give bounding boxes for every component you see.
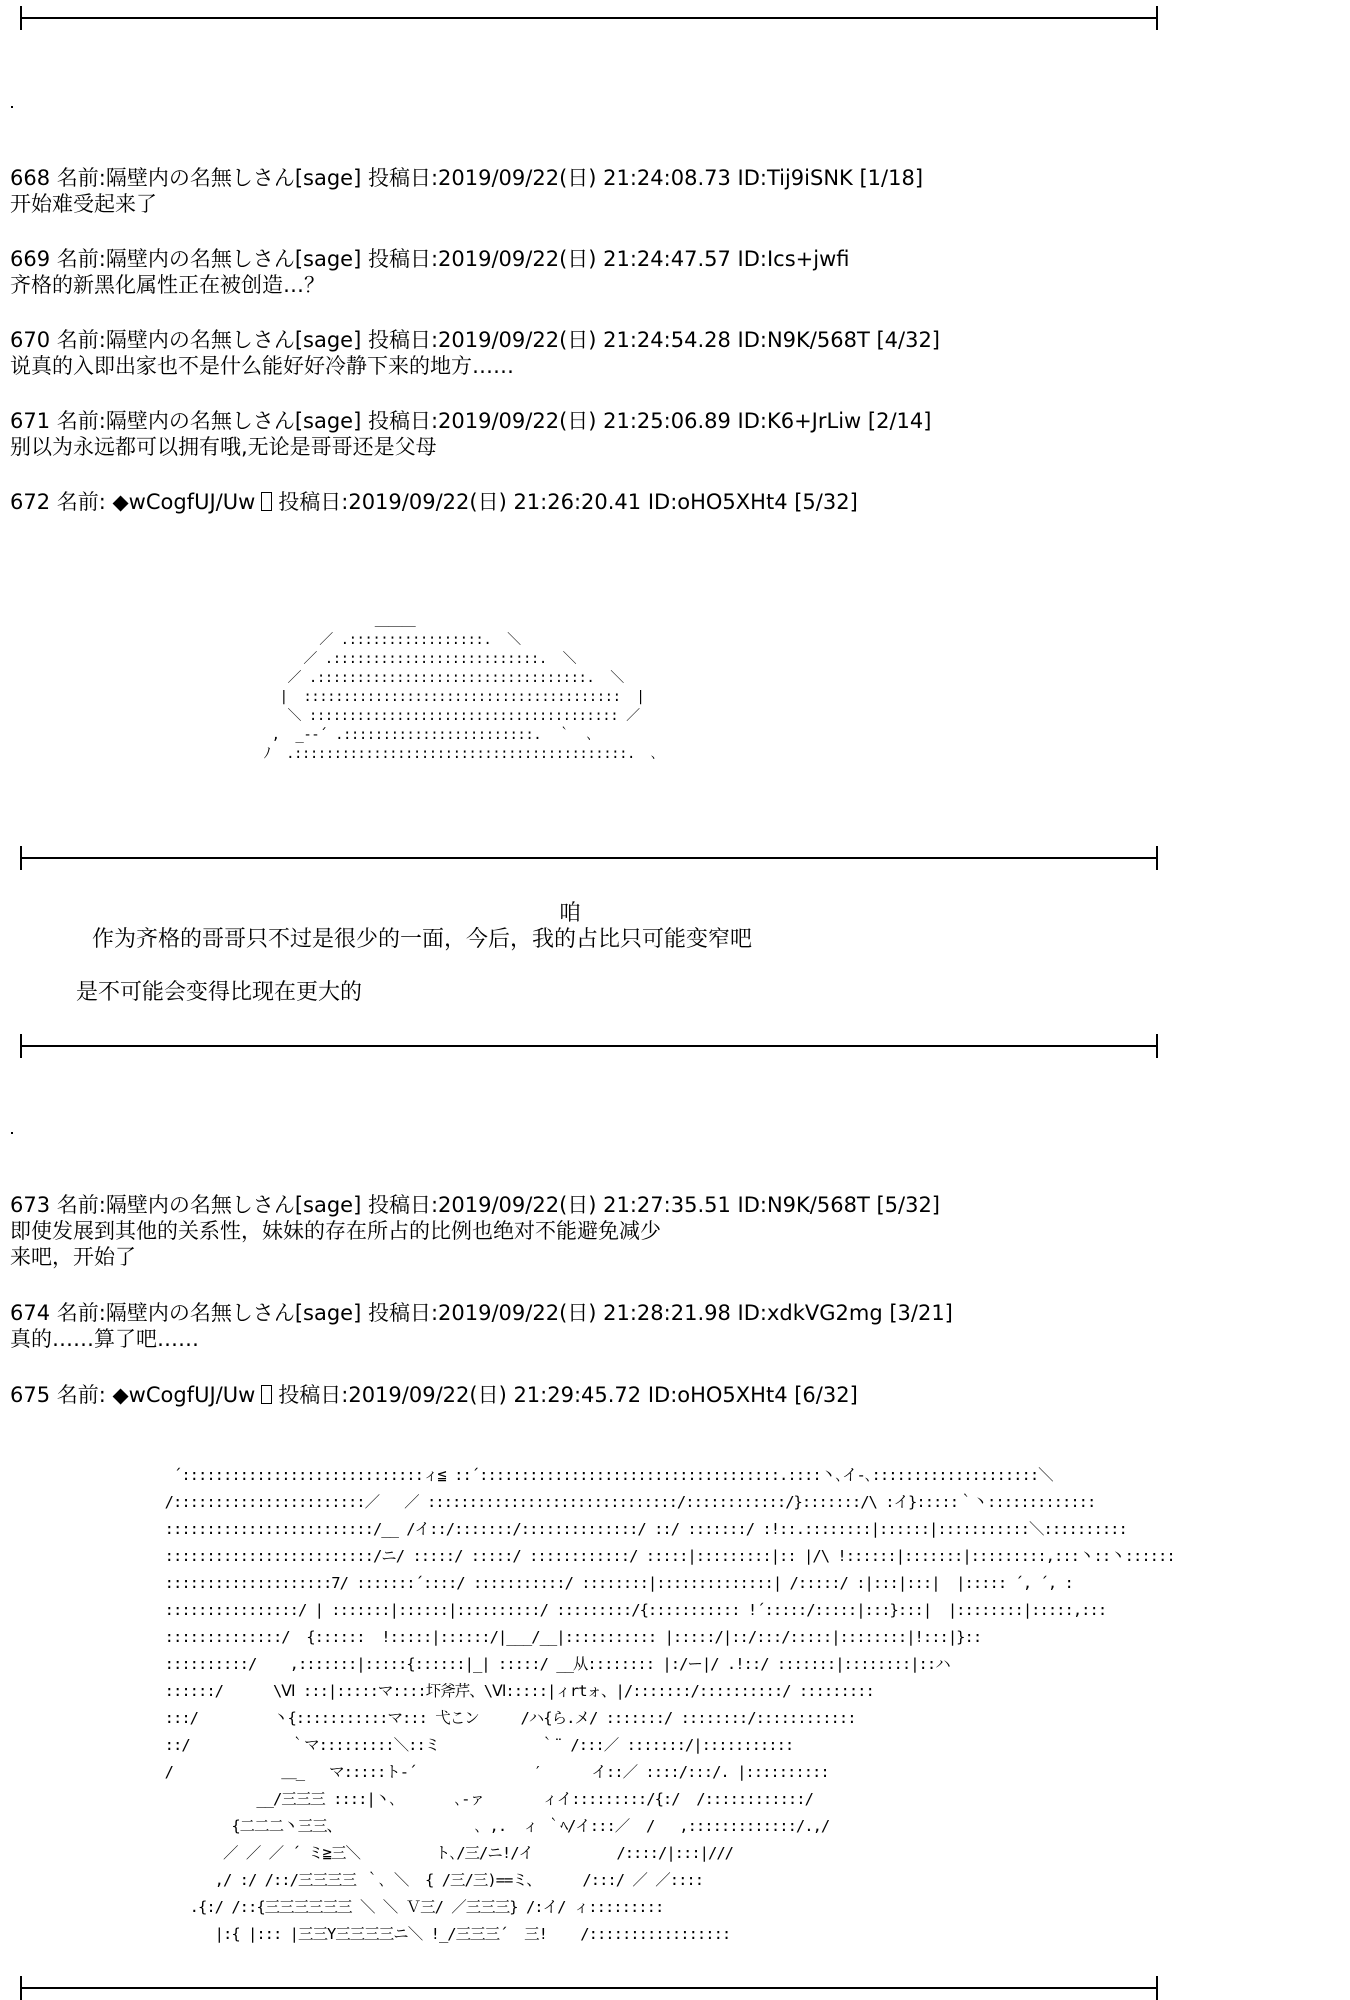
post-header (10, 489, 1110, 515)
post-header: 671 名前:隔壁内の名無しさん[sage] 投稿日:2019/09/22(日) 21:25:06.89 ID:K6+JrLiw [2/14] (10, 409, 932, 433)
post-header (10, 1382, 1110, 1408)
panel-divider (12, 6, 1166, 30)
panel-text-line1: 作为齐格的哥哥只不过是很少的一面，今后，我的占比只可能变窄吧 (92, 927, 753, 952)
panel-text-above: 咱 (559, 901, 582, 926)
panel-divider (12, 1976, 1166, 2000)
post-header: 670 名前:隔壁内の名無しさん[sage] 投稿日:2019/09/22(日) 21:24:54.28 ID:N9K/568T [4/32] (10, 328, 940, 352)
ascii-art-figure-1: ＿＿＿ ／ .:::::::::::::::::. ＼ ／ .::::::::::::::::::::::::::. ＼ ／ .::::::::::::::::::::::::::::::::::. ＼ | :::::::::::::::::::::::::::::::::::::::: | ＼ ::::::::::::::::::::::::::::::::::::::: ／ , _--´ .::::::::::::::::::::::::. ｀ ､ ﾉ .::::::::::::::::::::::::::::::::::::::::::. ､ (263, 613, 658, 762)
post-body: 说真的入即出家也不是什么能好好冷静下来的地方…… (10, 354, 514, 378)
post-header-name: 675 名前: ◆wCogfUJ/Uw (10, 1383, 256, 1407)
scan-dot (11, 106, 13, 108)
post-body: 齐格的新黑化属性正在被创造…？ (10, 273, 325, 297)
panel-text-line2: 是不可能会变得比现在更大的 (76, 980, 363, 1005)
post-body: 开始难受起来了 (10, 192, 157, 216)
post-header-meta: 投稿日:2019/09/22(日) 21:26:20.41 ID:oHO5XHt4 [5/32] (278, 490, 858, 514)
post-body: 别以为永远都可以拥有哦,无论是哥哥还是父母 (10, 435, 437, 459)
post-header-meta: 投稿日:2019/09/22(日) 21:29:45.72 ID:oHO5XHt4 [6/32] (278, 1383, 858, 1407)
post-header: 673 名前:隔壁内の名無しさん[sage] 投稿日:2019/09/22(日) 21:27:35.51 ID:N9K/568T [5/32] (10, 1193, 940, 1217)
post-body: 真的……算了吧…… (10, 1327, 199, 1351)
post-672 (10, 437, 1110, 541)
post-body: 即使发展到其他的关系性，妹妹的存在所占的比例也绝对不能避免减少 来吧，开始了 (10, 1219, 661, 1269)
panel-divider (12, 846, 1166, 870)
tofu-box-icon (261, 492, 272, 511)
scan-dot (11, 1132, 13, 1134)
panel-divider (12, 1034, 1166, 1058)
post-header: 669 名前:隔壁内の名無しさん[sage] 投稿日:2019/09/22(日) 21:24:47.57 ID:Ics+jwfi (10, 247, 850, 271)
post-header: 668 名前:隔壁内の名無しさん[sage] 投稿日:2019/09/22(日) 21:24:08.73 ID:Tij9iSNK [1/18] (10, 166, 924, 190)
post-675 (10, 1330, 1110, 1434)
post-header-name: 672 名前: ◆wCogfUJ/Uw (10, 490, 256, 514)
ascii-art-figure-2: ´:::::::::::::::::::::::::::::ィ≦ ::´::::::::::::::::::::::::::::::::::::.::::丶､イ-､::::::::::::::::::::＼ /:::::::::::::::::::::::／ ／ ::::::::::::::::::::::::::::::/::::::::::::/}:::::::/\ :イ}:::::｀丶::::::::::::: :::::::::::::::::::::::::/__ /イ::/:::::::/::::::::::::::/ ::/ :::::::/ :!::.::::::::|::::::|:::::::::::＼:::::::::: :::::::::::::::::::::::::/ニ/ :::::/ :::::/ ::::::::::::/ :::::|:::::::::|:: |/\ !::::::|:::::::|:::::::::,:::丶::丶:::::: ::::::::::::::::::::7/ :::::::´::::/ :::::::::::/ ::::::::|::::::::::::::| /:::::/ :|:::|:::| |::::: ´, ´, : ::::::::::::::::/ | :::::::|::::::|::::::::::/ :::::::::/{::::::::::: !´:::::/:::::|:::}:::| |::::::::|:::::,::: ::::::::::::::/ {:::::: !:::::|::::::/|___/__|::::::::::: |:::::/|::/:::/:::::|::::::::|!:::|}:: ::::::::::/ ,:::::::|:::::{::::::|_| :::::/ __从:::::::: |:/ー|/ .!::/ :::::::|::::::::|::ハ ::::::/ \Ⅵ :::|:::::マ::::圷斧芹、\Ⅵ:::::|ィrtォ、|/:::::::/::::::::::/ ::::::::: :::/ 丶{:::::::::::マ::: 弋こン /ハ{ら.メ/ :::::::/ ::::::::/:::::::::::: ::/ ｀マ:::::::::＼::ミ ｀¨ /:::／ :::::::/|::::::::::: / ＿_ マ:::::ト-´ ′ イ::／ ::::/:::/. |:::::::::: __/三三三 ::::|丶､ ､-ァ ィイ:::::::::/{:/ /::::::::::::/ {二二二丶三三、 ､ ,. ィ ｀ﾍ/イ:::／ / ,:::::::::::::/.,/ ／ ／ ／ ´ ミ≧三＼ ト､/三/ニ!/イ /::::/|:::|/// ,/ :/ /::/三三三三 ｀､ ＼ { /三/三)==ミ、 /:::/ ／ ／:::: .{:/ /::{三三三三三三 ＼ ＼ Ｖ三/ ／三三三} /:イ/ ィ::::::::: |:{ |::: |三三Y三三三三ニ＼ !_/三三三´ 三! /::::::::::::::::: (164, 1466, 1175, 1943)
post-header: 674 名前:隔壁内の名無しさん[sage] 投稿日:2019/09/22(日) 21:28:21.98 ID:xdkVG2mg [3/21] (10, 1301, 953, 1325)
tofu-box-icon (261, 1385, 272, 1404)
